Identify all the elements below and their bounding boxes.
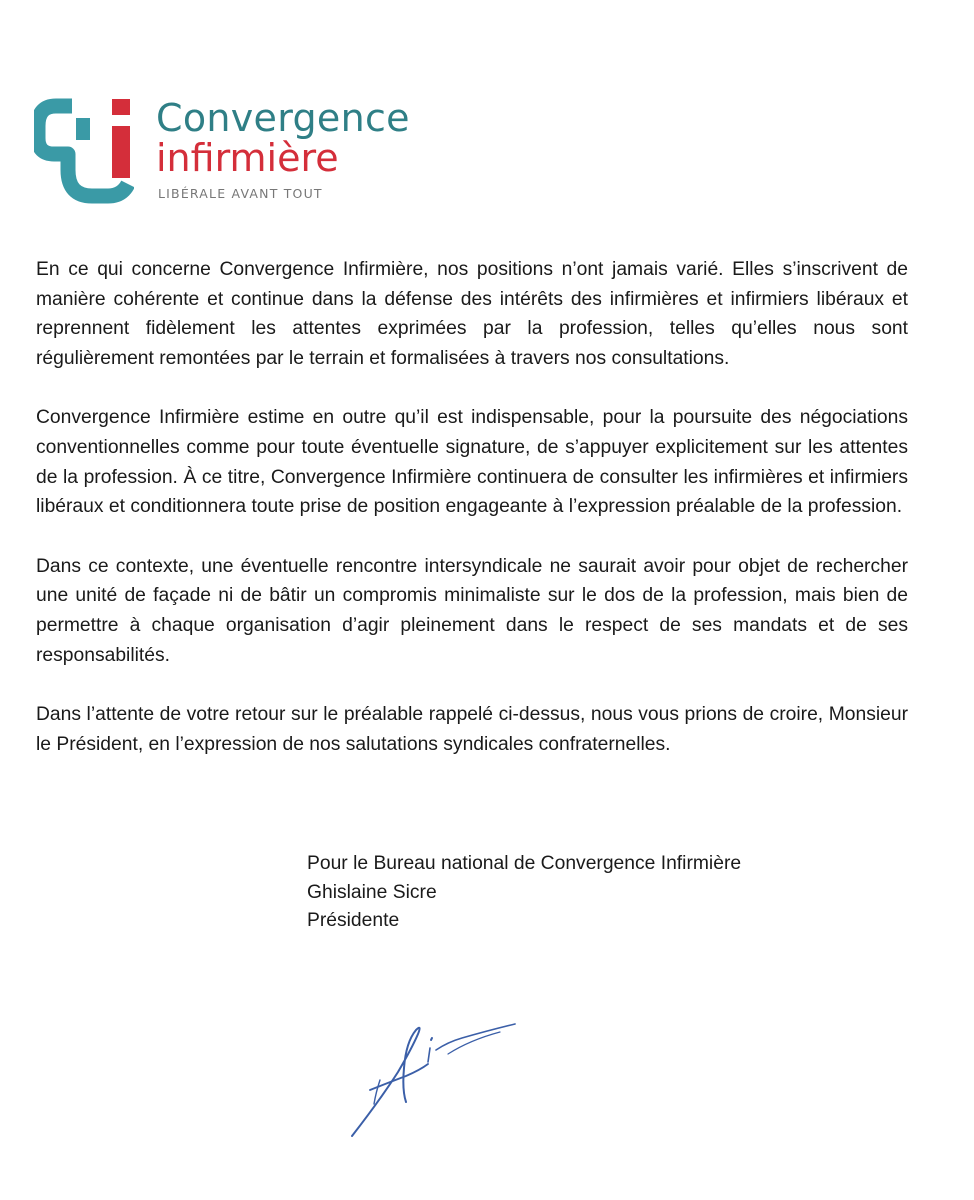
convergence-logo-icon bbox=[34, 98, 134, 204]
paragraph-1: En ce qui concerne Convergence Infirmière, nos positions n’ont jamais varié. Elles s’inscrivent de manière cohérente et continue dans la défense des intérêts des infirmières et infirmiers libéraux et reprennent fidèlement les attentes exprimées par la profession, telles qu’elles nous sont régulièrement remontées par le terrain et formalisées à travers nos consultations. bbox=[36, 259, 908, 369]
logo-tagline: LIBÉRALE AVANT TOUT bbox=[158, 186, 323, 201]
signature-block bbox=[307, 850, 741, 936]
paragraph-3: Dans ce contexte, une éventuelle rencontre intersyndicale ne saurait avoir pour objet de rechercher une unité de façade ni de bâtir un compromis minimaliste sur le dos de la profession, mais bien de permettre à chaque organisation d’agir pleinement dans le respect de ses mandats et de ses responsabilités. bbox=[36, 555, 908, 666]
signature-on-behalf: Pour le Bureau national de Convergence Infirmière bbox=[307, 853, 742, 874]
organization-logo bbox=[34, 98, 414, 208]
handwritten-signature bbox=[340, 1020, 525, 1140]
signatory-name: Ghislaine Sicre bbox=[307, 881, 437, 903]
logo-name-line2: infirmière bbox=[156, 136, 339, 180]
signatory-title: Présidente bbox=[307, 910, 400, 931]
logo-name-line1: Convergence bbox=[156, 96, 410, 140]
paragraph-2: Convergence Infirmière estime en outre qu’il est indispensable, pour la poursuite des négociations conventionnelles comme pour toute éventuelle signature, de s’appuyer explicitement sur les attentes de la profession. À ce titre, Convergence Infirmière continuera de consulter les infirmières et infirmiers libéraux et conditionnera toute prise de position engageante à l’expression préalable de la profession. bbox=[36, 407, 908, 518]
letter-body bbox=[36, 255, 908, 789]
paragraph-4: Dans l’attente de votre retour sur le préalable rappelé ci-dessus, nous vous prions de croire, Monsieur le Président, en l’expression de nos salutations syndicales confraternelles. bbox=[36, 704, 908, 755]
